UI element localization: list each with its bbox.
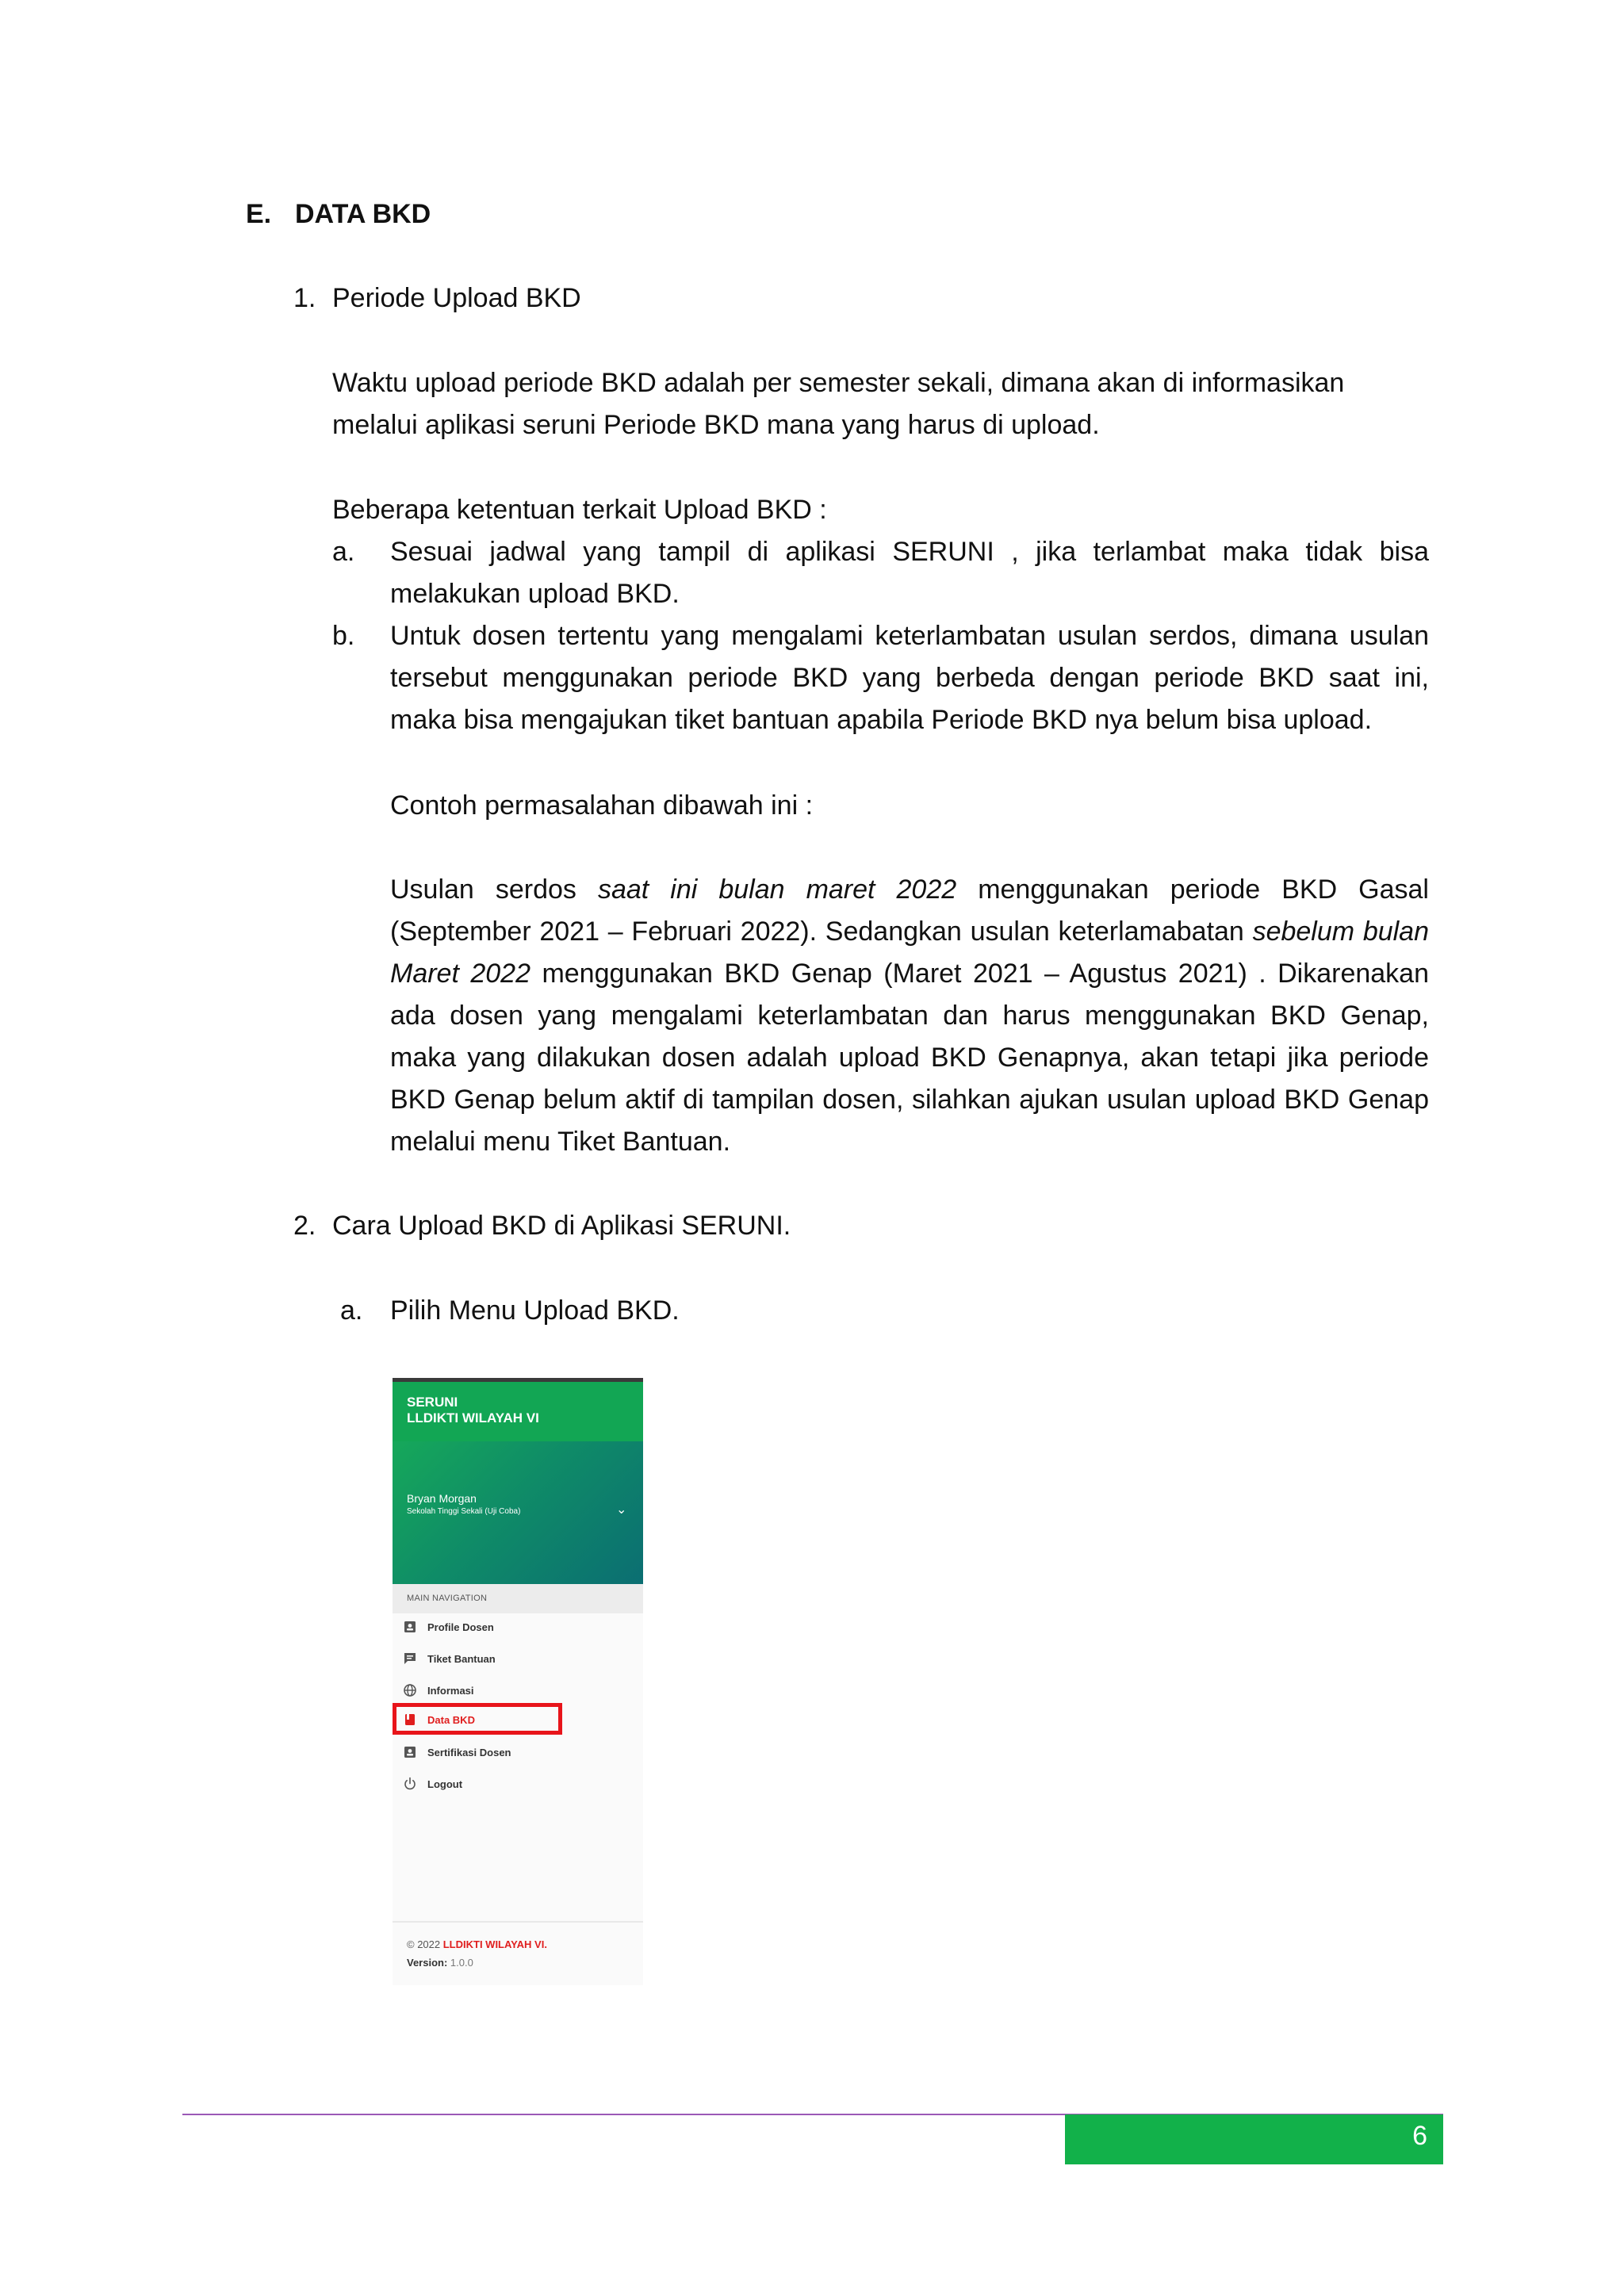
nav-item-label: Sertifikasi Dosen: [427, 1747, 511, 1758]
id-card-icon: [402, 1744, 418, 1760]
step-a-marker: a.: [340, 1295, 363, 1326]
item1-title: Periode Upload BKD: [332, 283, 581, 313]
section-title: DATA BKD: [295, 199, 431, 229]
chevron-down-icon[interactable]: ⌄: [616, 1503, 627, 1517]
seruni-sidebar-screenshot: [393, 1378, 643, 1985]
nav-item-profile-dosen[interactable]: [393, 1613, 643, 1642]
nav-item-informasi[interactable]: [393, 1677, 643, 1705]
nav-item-label: Data BKD: [427, 1714, 475, 1726]
example-text-3: menggunakan BKD Genap (Maret 2021 – Agustus 2021) . Dikarenakan ada dosen yang mengalami keterlambatan dan harus menggunakan BKD Genap, maka yang dilakukan dosen adalah upload BKD Genapnya, akan tetapi jika periode BKD Genap belum aktif di tampilan dosen, silahkan ajukan usulan upload BKD Genap melalui menu Tiket Bantuan.: [390, 959, 1429, 1157]
version-label: Version:: [407, 1957, 448, 1969]
power-icon: [402, 1776, 418, 1792]
copyright-prefix: © 2022: [407, 1938, 443, 1950]
id-card-icon: [402, 1619, 418, 1635]
user-panel: [393, 1441, 643, 1584]
nav-header-label: MAIN NAVIGATION: [407, 1594, 488, 1603]
user-name: Bryan Morgan: [407, 1492, 477, 1505]
app-brand-header[interactable]: [393, 1382, 643, 1441]
example-paragraph: [390, 869, 1429, 1163]
rule-b-text: Untuk dosen tertentu yang mengalami keterlambatan usulan serdos, dimana usulan tersebut menggunakan periode BKD yang berbeda dengan periode BKD saat ini, maka bisa mengajukan tiket bantuan apabila Periode BKD nya belum bisa upload.: [390, 621, 1429, 735]
nav-item-label: Profile Dosen: [427, 1621, 494, 1633]
user-institution: Sekolah Tinggi Sekali (Uji Coba): [407, 1507, 521, 1516]
message-icon: [402, 1651, 418, 1667]
rule-a-marker: a.: [332, 537, 355, 567]
page-number: 6: [1412, 2121, 1427, 2151]
nav-item-sertifikasi-dosen[interactable]: [393, 1739, 643, 1767]
highlight-box: [393, 1703, 562, 1735]
copyright: [407, 1938, 547, 1951]
rule-b-marker: b.: [332, 621, 355, 651]
nav-item-logout[interactable]: [393, 1770, 643, 1799]
copyright-org[interactable]: LLDIKTI WILAYAH VI.: [442, 1938, 547, 1950]
brand-line-1: SERUNI: [407, 1395, 458, 1410]
item1-number: 1.: [293, 283, 316, 313]
nav-item-label: Tiket Bantuan: [427, 1653, 496, 1665]
example-text-1: Usulan serdos: [390, 874, 598, 905]
item2-number: 2.: [293, 1211, 316, 1241]
version-value: 1.0.0: [447, 1957, 473, 1969]
rule-a-text: Sesuai jadwal yang tampil di aplikasi SERUNI , jika terlambat maka tidak bisa melakukan upload BKD.: [390, 537, 1429, 609]
example-text-2: menggunakan periode BKD Gasal (September 2021 – Februari 2022). Sedangkan usulan keterlamabatan: [390, 874, 1429, 947]
example-italic-1: saat ini bulan maret 2022: [597, 874, 957, 905]
footer-divider: [393, 1921, 643, 1923]
version-info: [407, 1957, 473, 1969]
nav-item-label: Informasi: [427, 1685, 474, 1697]
item2-title: Cara Upload BKD di Aplikasi SERUNI.: [332, 1211, 791, 1241]
example-intro: Contoh permasalahan dibawah ini :: [390, 790, 814, 821]
page-number-box: [1065, 2114, 1443, 2164]
rules-intro: Beberapa ketentuan terkait Upload BKD :: [332, 495, 827, 525]
section-letter: E.: [246, 199, 272, 229]
nav-item-label: Logout: [427, 1778, 463, 1790]
nav-item-tiket-bantuan[interactable]: [393, 1645, 643, 1674]
example-italic-2: sebelum bulan Maret 2022: [390, 916, 1430, 989]
brand-line-2: LLDIKTI WILAYAH VI: [407, 1410, 539, 1425]
nav-header: [393, 1584, 643, 1613]
item1-paragraph: Waktu upload periode BKD adalah per semester sekali, dimana akan di informasikan melalui aplikasi seruni Periode BKD mana yang harus di upload.: [332, 368, 1345, 440]
step-a-text: Pilih Menu Upload BKD.: [390, 1295, 680, 1326]
globe-icon: [402, 1682, 418, 1698]
